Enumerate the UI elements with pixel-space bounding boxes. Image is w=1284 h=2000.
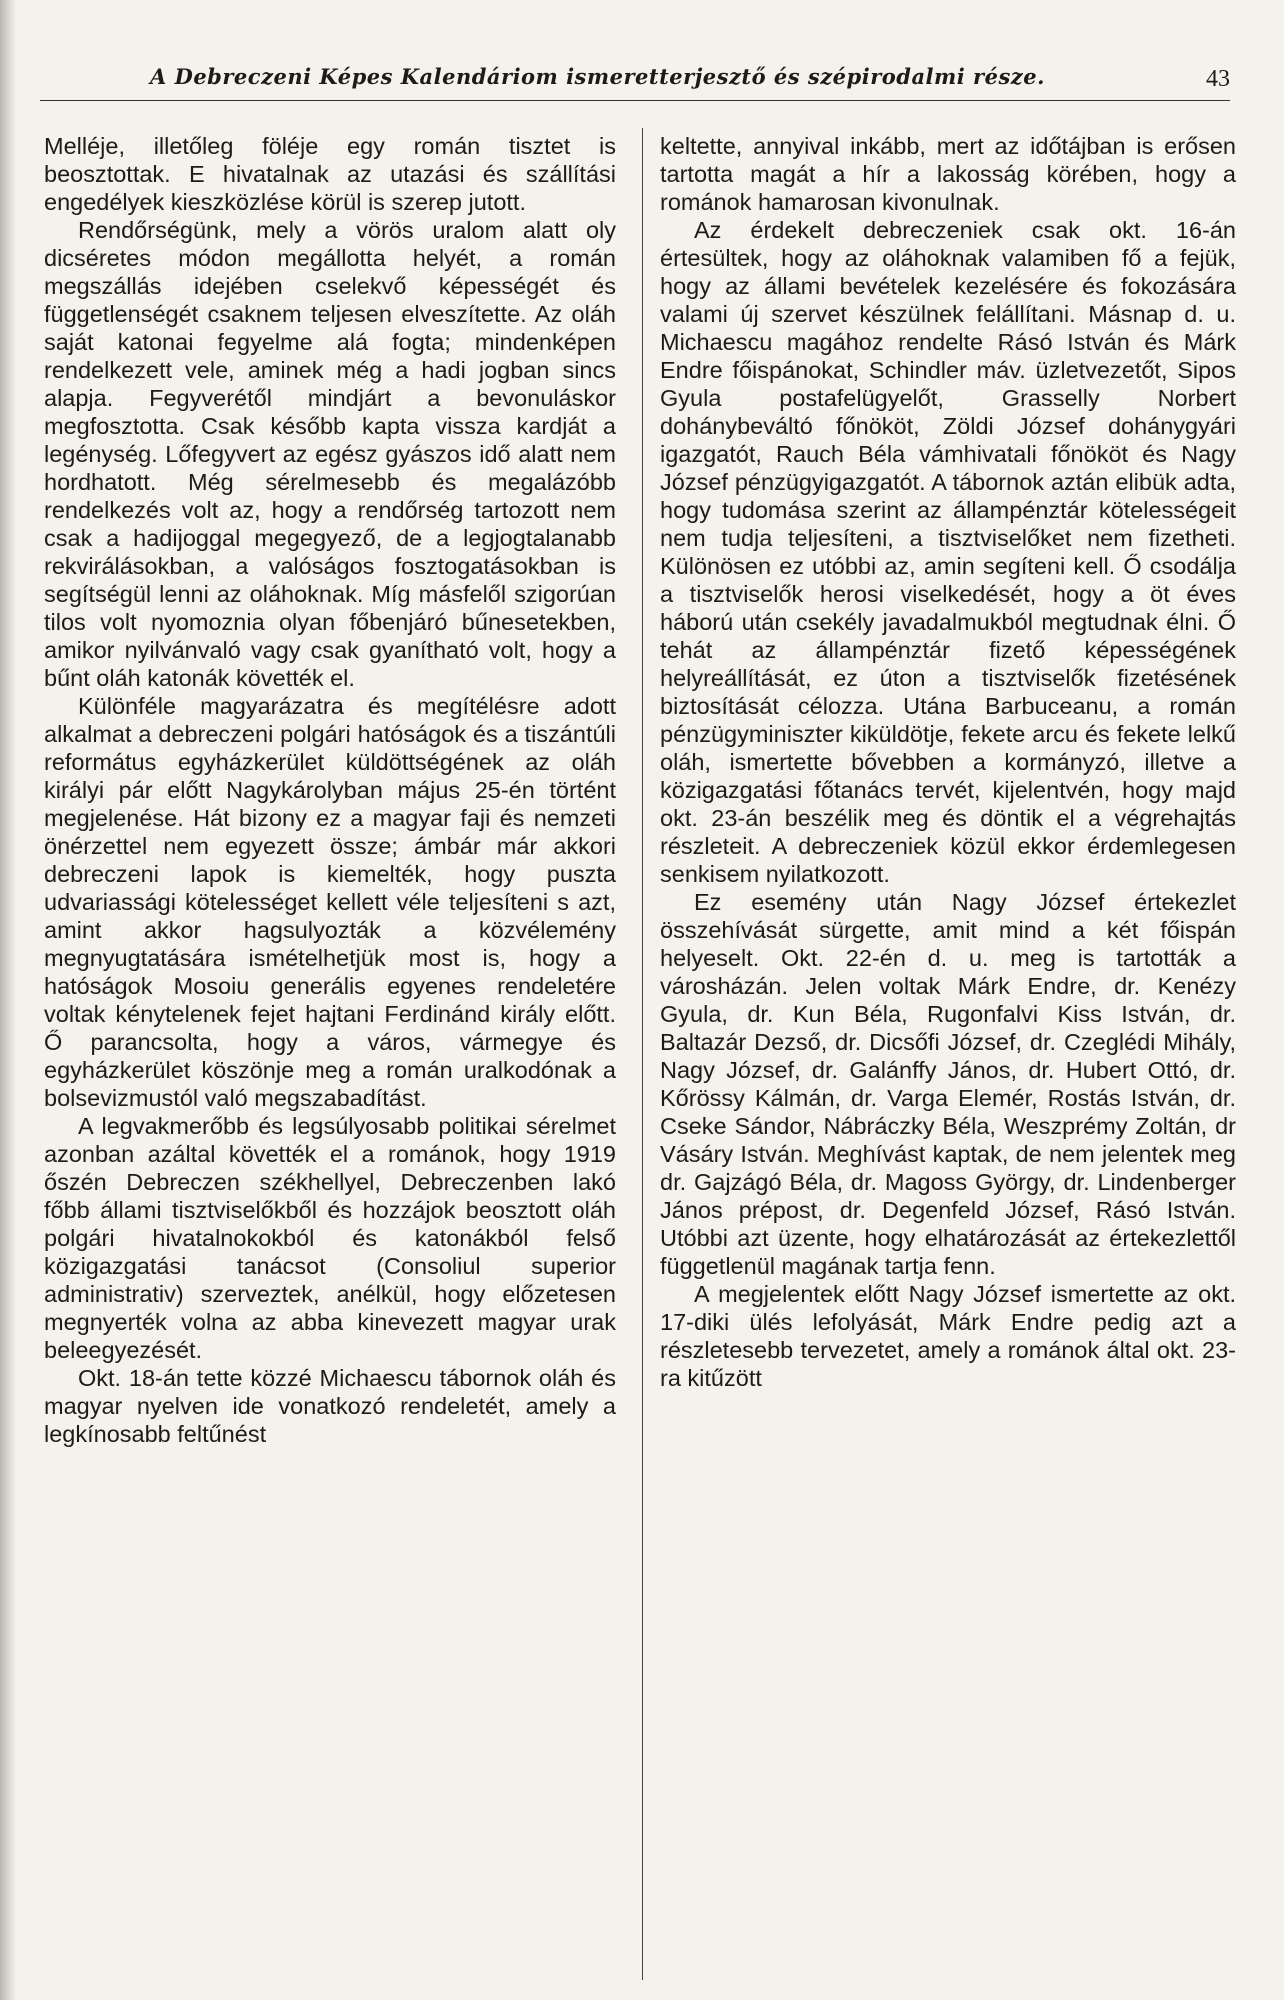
paragraph: Ez esemény után Nagy József értekezlet összehívását sürgette, amit mind a két főispán helyeselt. Okt. 22-én d. u. meg is tartották a városházán. Jelen voltak Márk Endre, dr. Kenézy Gyula, dr. Kun Béla, Rugonfalvi Kiss István, dr. Baltazár Dezső, dr. Dicsőfi József, dr. Czeglédi Mihály, Nagy József, dr. Galánffy János, dr. Hubert Ottó, dr. Kőrössy Kálmán, dr. Varga Elemér, Rostás István, dr. Cseke Sándor, Nábráczky Béla, Weszprémy Zoltán, dr Vásáry István. Meghívást kaptak, de nem jelentek meg dr. Gajzágó Béla, dr. Magoss György, dr. Lindenberger János prépost, dr. Degenfeld József, Rásó István. Utóbbi azt üzente, hogy elhatározását az értekezlettől függetlenül magának tartja fenn. [660,889,1236,1279]
page-header [150,64,1230,104]
column-divider [642,128,643,1980]
paragraph: Rendőrségünk, mely a vörös uralom alatt oly dicséretes módon megállotta helyét, a román megszállás idejében cselekvő képességét és függetlenségét csaknem teljesen elveszítette. Az oláh saját katonai fegyelme alá fogta; mindenképen rendelkezett vele, aminek még a hadi jogban sincs alapja. Fegyverétől mindjárt a bevonuláskor megfosztotta. Csak később kapta vissza kardját a legénység. Lőfegyvert az egész gyászos idő alatt nem hordhatott. Még sérelmesebb és megalázóbb rendelkezés volt az, hogy a rendőrség tartozott nem csak a hadijoggal megegyező, de a legjogtalanabb rekvirálásokban, a valóságos fosztogatásokban is segítségül lenni az oláhoknak. Míg másfelől szigorúan tilos volt nyomoznia olyan főbenjáró bűnesetekben, amikor nyilvánvaló vagy csak gyanítható volt, hogy a bűnt oláh katonák követték el. [44,217,616,691]
left-column [44,132,616,1448]
paragraph: keltette, annyival inkább, mert az időtájban is erősen tartotta magát a hír a lakosság körében, hogy a románok hamarosan kivonulnak. [660,133,1236,215]
binding-edge [0,0,16,2000]
paragraph: A megjelentek előtt Nagy József ismertette az okt. 17-diki ülés lefolyását, Márk Endre pedig azt a részletesebb tervezetet, amely a románok által okt. 23-ra kitűzött [660,1281,1236,1391]
paragraph: Az érdekelt debreczeniek csak okt. 16-án értesültek, hogy az oláhoknak valamiben fő a fejük, hogy az állami bevételek kezelésére és fokozására valami új szervet készülnek felállítani. Másnap d. u. Michaescu magához rendelte Rásó István és Márk Endre főispánokat, Schindler máv. üzletvezetőt, Sipos Gyula postafelügyelőt, Grasselly Norbert dohánybeváltó főnököt, Zöldi József dohánygyári igazgatót, Rauch Béla vámhivatali főnököt és Nagy József pénzügyigazgatót. A tábornok aztán elibük adta, hogy tudomása szerint az állampénztár kötelességeit nem tudja teljesíteni, a tisztviselőket nem fizetheti. Különösen ez utóbbi az, amin segíteni kell. Ő csodálja a tisztviselők herosi viselkedését, hogy a öt éves háború után csekély javadalmukból megtudnak élni. Ő tehát az állampénztár fizető képességének helyreállítását, ez úton a tisztviselők fizetésének biztosítását célozza. Utána Barbuceanu, a román pénzügyminiszter kiküldötje, fekete arcu és fekete lelkű oláh, ismertette bővebben a kormányzó, illetve a közigazgatási főtanács tervét, kijelentvén, hogy majd okt. 23-án beszélik meg és döntik el a végrehajtás részleteit. A debreczeniek közül ekkor érdemlegesen senkisem nyilatkozott. [660,217,1236,887]
running-title: A Debreczeni Képes Kalendáriom ismeretterjesztő és szépirodalmi része. [150,64,1045,89]
page-number: 43 [1206,66,1230,92]
paragraph: A legvakmerőbb és legsúlyosabb politikai sérelmet azonban azáltal követték el a románok, hogy 1919 őszén Debreczen székhellyel, Debreczenben lakó főbb állami tisztviselőkből és hozzájok beosztott oláh polgári hivatalnokokból és katonákból felső közigazgatási tanácsot (Consoliul superior administrativ) szerveztek, anélkül, hogy előzetesen megnyerték volna az abba kinevezett magyar urak beleegyezését. [44,1113,616,1363]
paragraph: Különféle magyarázatra és megítélésre adott alkalmat a debreczeni polgári hatóságok és a tiszántúli református egyházkerület küldöttségének az oláh királyi pár előtt Nagykárolyban május 25-én történt megjelenése. Hát bizony ez a magyar faji és nemzeti önérzettel nem egyezett össze; ámbár már akkori debreczeni lapok is kiemelték, hogy puszta udvariassági kötelességet kellett véle teljesíteni s azt, amint akkor hagsulyozták a közvélemény megnyugtatására ismételhetjük most is, hogy a hatóságok Mosoiu generális egyenes rendeletére voltak kénytelenek fejet hajtani Ferdinánd király előtt. Ő parancsolta, hogy a város, vármegye és egyházkerület köszönje meg a román uralkodónak a bolsevizmustól való megszabadítást. [44,693,616,1111]
paragraph: Okt. 18-án tette közzé Michaescu tábornok oláh és magyar nyelven ide vonatkozó rendeletét, amely a legkínosabb feltűnést [44,1365,616,1447]
paragraph: Melléje, illetőleg föléje egy román tisztet is beosztottak. E hivatalnak az utazási és szállítási engedélyek kieszközlése körül is szerep jutott. [44,133,616,215]
right-column [660,132,1236,1392]
header-rule [40,100,1230,101]
